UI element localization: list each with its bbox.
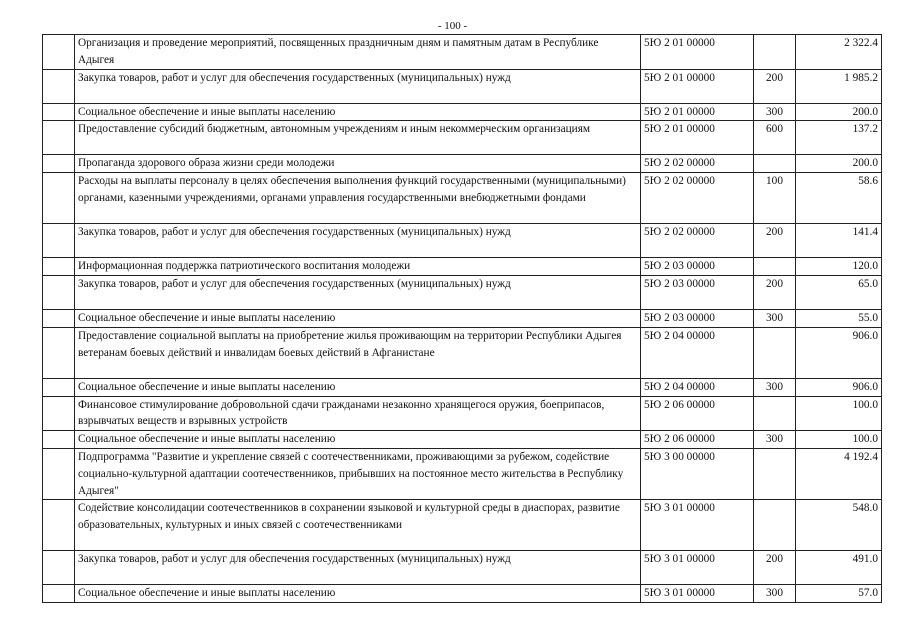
blank-cell (43, 585, 75, 603)
item-name: Закупка товаров, работ и услуг для обеспечения государственных (муниципальных) нужд (75, 69, 641, 103)
blank-cell (43, 173, 75, 224)
item-code: 5Ю 2 02 00000 (641, 224, 754, 258)
item-code: 5Ю 2 03 00000 (641, 275, 754, 309)
item-amount: 200.0 (796, 103, 882, 121)
item-type: 200 (754, 69, 796, 103)
item-name: Предоставление субсидий бюджетным, автономным учреждениям и иным некоммерческим организациям (75, 121, 641, 155)
item-name: Социальное обеспечение и иные выплаты населению (75, 309, 641, 327)
item-name: Расходы на выплаты персоналу в целях обеспечения выполнения функций государственными (муниципальными) органами, казенными учреждениями, органами управления государственными внебюджетными фондами (75, 173, 641, 224)
blank-cell (43, 258, 75, 276)
item-amount: 58.6 (796, 173, 882, 224)
blank-cell (43, 396, 75, 431)
blank-cell (43, 431, 75, 449)
table-row (43, 35, 882, 70)
blank-cell (43, 500, 75, 551)
item-name: Социальное обеспечение и иные выплаты населению (75, 378, 641, 396)
item-amount: 100.0 (796, 431, 882, 449)
item-code: 5Ю 2 04 00000 (641, 327, 754, 378)
item-type: 300 (754, 431, 796, 449)
item-amount: 906.0 (796, 378, 882, 396)
item-amount: 141.4 (796, 224, 882, 258)
item-amount: 491.0 (796, 551, 882, 585)
item-name: Информационная поддержка патриотического воспитания молодежи (75, 258, 641, 276)
item-name: Закупка товаров, работ и услуг для обеспечения государственных (муниципальных) нужд (75, 275, 641, 309)
blank-cell (43, 275, 75, 309)
item-name: Организация и проведение мероприятий, посвященных праздничным дням и памятным датам в Республике Адыгея (75, 35, 641, 70)
item-amount: 1 985.2 (796, 69, 882, 103)
item-type (754, 448, 796, 499)
blank-cell (43, 448, 75, 499)
table-row (43, 448, 882, 499)
item-type: 200 (754, 275, 796, 309)
item-code: 5Ю 2 03 00000 (641, 309, 754, 327)
blank-cell (43, 327, 75, 378)
item-code: 5Ю 3 01 00000 (641, 551, 754, 585)
table-row (43, 309, 882, 327)
page-number: - 100 - (437, 20, 468, 32)
table-row (43, 431, 882, 449)
item-code: 5Ю 3 01 00000 (641, 500, 754, 551)
item-amount: 548.0 (796, 500, 882, 551)
item-type: 300 (754, 585, 796, 603)
item-type (754, 500, 796, 551)
item-type (754, 327, 796, 378)
table-row (43, 500, 882, 551)
item-code: 5Ю 2 06 00000 (641, 431, 754, 449)
item-type (754, 155, 796, 173)
item-type: 300 (754, 103, 796, 121)
blank-cell (43, 378, 75, 396)
blank-cell (43, 309, 75, 327)
table-row (43, 121, 882, 155)
table-row (43, 327, 882, 378)
table-row (43, 224, 882, 258)
budget-table (42, 34, 882, 603)
item-type: 200 (754, 551, 796, 585)
item-type: 600 (754, 121, 796, 155)
item-type: 300 (754, 378, 796, 396)
item-amount: 2 322.4 (796, 35, 882, 70)
table-row (43, 69, 882, 103)
blank-cell (43, 103, 75, 121)
item-name: Пропаганда здорового образа жизни среди молодежи (75, 155, 641, 173)
item-amount: 55.0 (796, 309, 882, 327)
blank-cell (43, 69, 75, 103)
item-amount: 120.0 (796, 258, 882, 276)
blank-cell (43, 35, 75, 70)
item-code: 5Ю 2 04 00000 (641, 378, 754, 396)
item-amount: 4 192.4 (796, 448, 882, 499)
item-type (754, 35, 796, 70)
item-code: 5Ю 2 06 00000 (641, 396, 754, 431)
table-row (43, 155, 882, 173)
blank-cell (43, 155, 75, 173)
table-row (43, 103, 882, 121)
table-row (43, 173, 882, 224)
item-code: 5Ю 2 01 00000 (641, 103, 754, 121)
item-code: 5Ю 2 03 00000 (641, 258, 754, 276)
item-name: Социальное обеспечение и иные выплаты населению (75, 103, 641, 121)
item-name: Закупка товаров, работ и услуг для обеспечения государственных (муниципальных) нужд (75, 551, 641, 585)
table-row (43, 396, 882, 431)
item-amount: 906.0 (796, 327, 882, 378)
item-name: Закупка товаров, работ и услуг для обеспечения государственных (муниципальных) нужд (75, 224, 641, 258)
item-amount: 57.0 (796, 585, 882, 603)
item-code: 5Ю 2 01 00000 (641, 69, 754, 103)
table-row (43, 258, 882, 276)
blank-cell (43, 551, 75, 585)
item-amount: 100.0 (796, 396, 882, 431)
item-amount: 137.2 (796, 121, 882, 155)
blank-cell (43, 121, 75, 155)
table-row (43, 275, 882, 309)
blank-cell (43, 224, 75, 258)
item-type: 300 (754, 309, 796, 327)
item-code: 5Ю 2 01 00000 (641, 35, 754, 70)
item-code: 5Ю 2 02 00000 (641, 155, 754, 173)
item-name: Социальное обеспечение и иные выплаты населению (75, 585, 641, 603)
item-name: Подпрограмма "Развитие и укрепление связей с соотечественниками, проживающими за рубежом, содействие социально-культурной адаптации соотечественников, прибывших на постоянное место жительства в Республику Адыгея" (75, 448, 641, 499)
table-row (43, 585, 882, 603)
item-name: Социальное обеспечение и иные выплаты населению (75, 431, 641, 449)
item-code: 5Ю 3 01 00000 (641, 585, 754, 603)
item-name: Финансовое стимулирование добровольной сдачи гражданами незаконно хранящегося оружия, боеприпасов, взрывчатых веществ и взрывных устройств (75, 396, 641, 431)
item-code: 5Ю 3 00 00000 (641, 448, 754, 499)
table-row (43, 378, 882, 396)
item-type: 200 (754, 224, 796, 258)
item-code: 5Ю 2 01 00000 (641, 121, 754, 155)
table-row (43, 551, 882, 585)
item-amount: 200.0 (796, 155, 882, 173)
item-type (754, 258, 796, 276)
item-name: Содействие консолидации соотечественников в сохранении языковой и культурной среды в диаспорах, развитие образовательных, культурных и иных связей с соотечественниками (75, 500, 641, 551)
item-type: 100 (754, 173, 796, 224)
item-amount: 65.0 (796, 275, 882, 309)
item-name: Предоставление социальной выплаты на приобретение жилья проживающим на территории Республики Адыгея ветеранам боевых действий и инвалидам боевых действий в Афганистане (75, 327, 641, 378)
item-type (754, 396, 796, 431)
item-code: 5Ю 2 02 00000 (641, 173, 754, 224)
